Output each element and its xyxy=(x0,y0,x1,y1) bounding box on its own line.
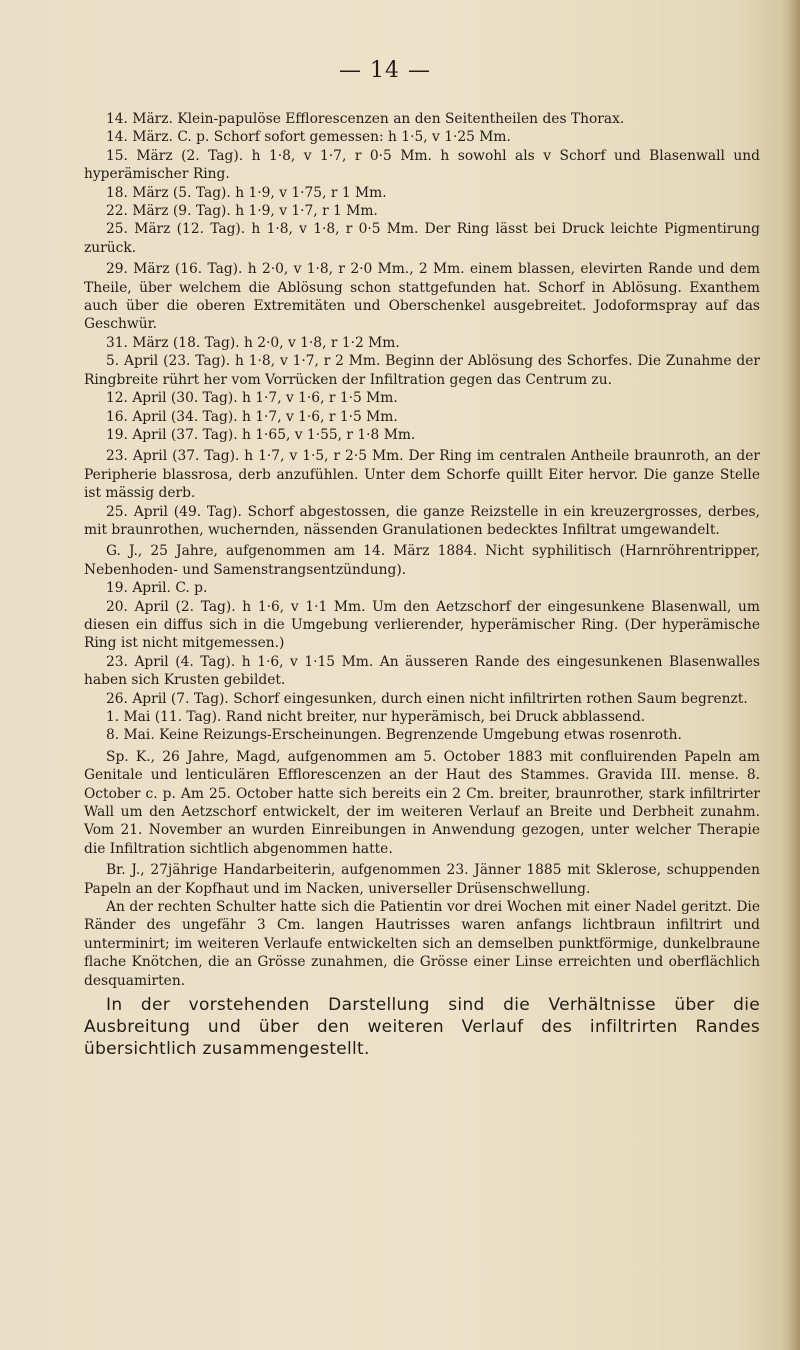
paragraph: 25. März (12. Tag). h 1·8, v 1·8, r 0·5 Mm. Der Ring lässt bei Druck leichte Pigmentirung zurück. xyxy=(84,221,760,256)
paragraph: 26. April (7. Tag). Schorf eingesunken, durch einen nicht infiltrirten rothen Saum begrenzt. xyxy=(106,690,748,707)
body-text xyxy=(84,110,760,1060)
paragraph: An der rechten Schulter hatte sich die Patientin vor drei Wochen mit einer Nadel geritzt. Die Ränder des ungefähr 3 Cm. langen Hautrisses waren anfangs lichtbraun infiltrirt und unterminirt; im weiteren Verlaufe entwickelten sich an demselben punktförmige, dunkelbraune flache Knötchen, die an Grösse zunahmen, die Grösse einer Linse erreichten und oberflächlich desquamirten. xyxy=(84,899,760,989)
paragraph: 23. April (37. Tag). h 1·7, v 1·5, r 2·5 Mm. Der Ring im centralen Antheile braunroth, an der Peripherie blassrosa, derb anzufühlen. Unter dem Schorfe quillt Eiter hervor. Die ganze Stelle ist mässig derb. xyxy=(84,448,760,502)
conclusion-paragraph: In der vorstehenden Darstellung sind die Verhältnisse über die Ausbreitung und über den weiteren Verlauf des infiltrirten Randes übersichtlich zusammengestellt. xyxy=(84,995,760,1060)
paragraph: 19. April (37. Tag). h 1·65, v 1·55, r 1·8 Mm. xyxy=(106,426,416,443)
page-edge xyxy=(782,0,800,1350)
paragraph: 15. März (2. Tag). h 1·8, v 1·7, r 0·5 Mm. h sowohl als v Schorf und Blasenwall und hyperämischer Ring. xyxy=(84,147,760,183)
paragraph: 25. April (49. Tag). Schorf abgestossen, die ganze Reizstelle in ein kreuzergrosses, derbes, mit braunrothen, wuchernden, nässenden Granulationen bedecktes Infiltrat umgewandelt. xyxy=(84,503,760,538)
paragraph: 19. April. C. p. xyxy=(106,580,208,597)
paragraph: G. J., 25 Jahre, aufgenommen am 14. März 1884. Nicht syphilitisch (Harnröhrentripper, Nebenhoden- und Samenstrangsentzündung). xyxy=(84,543,760,578)
paragraph: Sp. K., 26 Jahre, Magd, aufgenommen am 5. October 1883 mit confluirenden Papeln am Genitale und lenticulären Efflorescenzen an der Haut des Stammes. Gravida III. mense. 8. October c. p. Am 25. October hatte sich bereits ein 2 Cm. breiter, braunrother, stark infiltrirter Wall um den Aetzschorf entwickelt, der im weiteren Verlauf an Breite und Derbheit zunahm. Vom 21. November an wurden Einreibungen in Anwendung gezogen, unter welcher Therapie die Infiltration sichtlich abgenommen hatte. xyxy=(84,748,760,857)
paragraph: 23. April (4. Tag). h 1·6, v 1·15 Mm. An äusseren Rande des eingesunkenen Blasenwalles haben sich Krusten gebildet. xyxy=(84,653,760,689)
paragraph: 18. März (5. Tag). h 1·9, v 1·75, r 1 Mm. xyxy=(106,184,387,201)
paragraph: 12. April (30. Tag). h 1·7, v 1·6, r 1·5 Mm. xyxy=(106,390,398,407)
paragraph: 22. März (9. Tag). h 1·9, v 1·7, r 1 Mm. xyxy=(106,203,378,220)
paragraph: 8. Mai. Keine Reizungs-Erscheinungen. Begrenzende Umgebung etwas rosenroth. xyxy=(106,727,682,744)
page-number-header: — 14 — xyxy=(339,58,431,83)
paragraph: 5. April (23. Tag). h 1·8, v 1·7, r 2 Mm. Beginn der Ablösung des Schorfes. Die Zunahme der Ringbreite rührt her vom Vorrücken der Infiltration gegen das Centrum zu. xyxy=(84,353,760,388)
paragraph: 14. März. C. p. Schorf sofort gemessen: h 1·5, v 1·25 Mm. xyxy=(106,129,511,146)
paragraph: Br. J., 27jährige Handarbeiterin, aufgenommen 23. Jänner 1885 mit Sklerose, schuppenden Papeln an der Kopfhaut und im Nacken, universeller Drüsenschwellung. xyxy=(84,862,760,897)
paragraph: 16. April (34. Tag). h 1·7, v 1·6, r 1·5 Mm. xyxy=(106,408,398,425)
paragraph: 1. Mai (11. Tag). Rand nicht breiter, nur hyperämisch, bei Druck abblassend. xyxy=(106,709,646,725)
paragraph: 29. März (16. Tag). h 2·0, v 1·8, r 2·0 Mm., 2 Mm. einem blassen, elevirten Rande und dem Theile, über welchem die Ablösung schon stattgefunden hat. Schorf in Ablösung. Exanthem auch über die oberen Extremitäten und Oberschenkel ausgebreitet. Jodoformspray auf das Geschwür. xyxy=(84,261,760,333)
paragraph: 20. April (2. Tag). h 1·6, v 1·1 Mm. Um den Aetzschorf der eingesunkene Blasenwall, um diesen ein diffus sich in die Umgebung verlierender, hyperämischer Ring. (Der hyperämische Ring ist nicht mitgemessen.) xyxy=(84,598,760,652)
paragraph: 31. März (18. Tag). h 2·0, v 1·8, r 1·2 Mm. xyxy=(106,334,400,351)
paragraph: 14. März. Klein-papulöse Efflorescenzen an den Seitentheilen des Thorax. xyxy=(106,111,625,127)
